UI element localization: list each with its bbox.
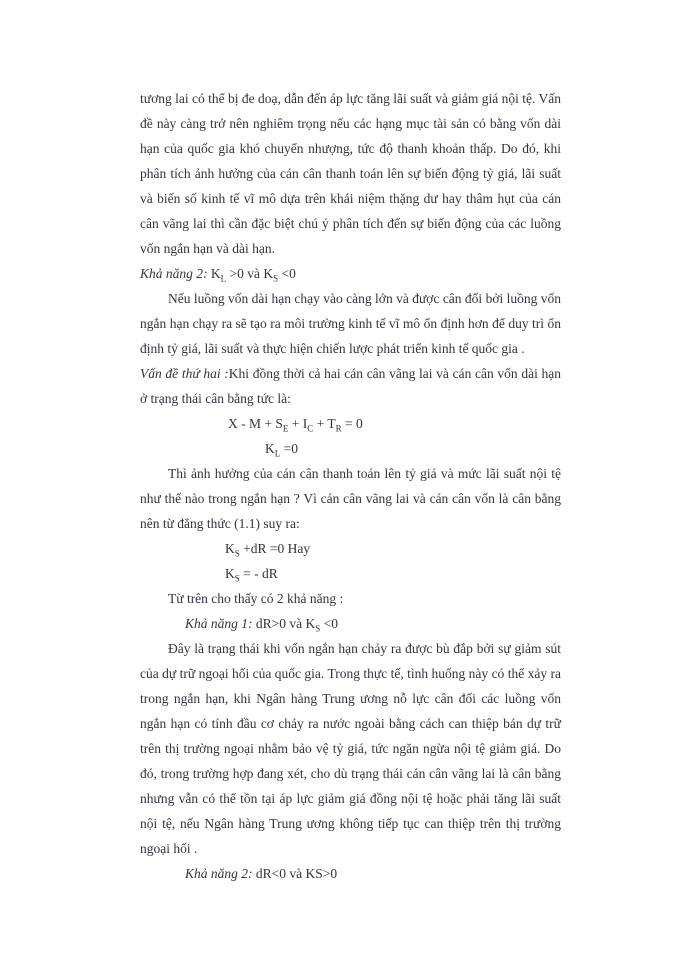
text-run: = - dR <box>239 566 278 581</box>
subscript: L <box>274 448 281 459</box>
kha-nang-2-label: Khả năng 2: <box>140 266 211 281</box>
subscript: L <box>220 273 227 284</box>
formula-ks-plus-dr <box>140 536 561 561</box>
text-run: K <box>210 266 221 281</box>
text-run: >0 và K <box>226 266 274 281</box>
formula-current-account-balance <box>140 411 561 436</box>
text-run: dR>0 và K <box>255 616 316 631</box>
text-run: + I <box>288 416 308 431</box>
text-run: K <box>225 566 235 581</box>
kha-nang-2b-label: Khả năng 2: <box>185 866 256 881</box>
subscript: S <box>315 623 321 634</box>
para-intro-continuation: tương lai có thể bị đe doạ, dẫn đến áp lực tăng lãi suất và giảm giá nội tệ. Vấn đề này càng trở nên nghiêm trọng nếu các hạng mục tài sản có bằng vốn dài hạn của quốc gia khó chuyển nhượng, tức độ thanh khoản thấp. Do đó, khi phân tích ảnh hưởng của cán cân thanh toán lên sự biến động tỷ giá, lãi suất và biến số kinh tế vĩ mô dựa trên khái niệm thặng dư hay thâm hụt của cán cân vãng lai thì cần đặc biệt chú ý phân tích đến sự biến động của các luồng vốn ngắn hạn và dài hạn. <box>140 91 561 256</box>
formula-ks-equals-minus-dr <box>140 561 561 586</box>
heading-kha-nang-2-capital-flows <box>140 261 561 286</box>
subscript: S <box>234 548 240 559</box>
text-run: K <box>225 541 235 556</box>
text-run: X - M + S <box>228 416 283 431</box>
subscript: S <box>234 573 240 584</box>
text-run: =0 <box>280 441 298 456</box>
text-run: + T <box>313 416 336 431</box>
formula-kl-zero <box>140 436 561 461</box>
para-thi-anh-huong: Thì ảnh hưởng của cán cân thanh toán lên tỷ giá và mức lãi suất nội tệ như thế nào trong ngắn hạn ? Vì cán cân vãng lai và cán cân vốn là cân bằng nên từ đẳng thức (1.1) suy ra: <box>140 466 561 531</box>
text-run: Khi đồng thời cả hai cán cân vãng lai và cán cân vốn dài hạn ở trạng thái cân bằng tức là: <box>140 366 561 406</box>
para-tu-tren-cho-thay: Từ trên cho thấy có 2 khả năng : <box>168 591 344 606</box>
para-neu-luong-von: Nếu luồng vốn dài hạn chạy vào càng lớn và được cân đối bởi luồng vốn ngắn hạn chạy ra sẽ tạo ra môi trường kinh tế vĩ mô ổn định hơn để duy trì ổn định tỷ giá, lãi suất và thực hiện chiến lược phát triển kinh tế quốc gia . <box>140 291 561 356</box>
subscript: R <box>335 423 342 434</box>
kha-nang-1-label: Khả năng 1: <box>185 616 256 631</box>
para-van-de-thu-hai <box>140 361 561 411</box>
heading-kha-nang-2-reserves <box>140 861 561 886</box>
subscript: E <box>282 423 289 434</box>
subscript: C <box>307 423 314 434</box>
text-run: <0 <box>320 616 338 631</box>
text-run: dR<0 và KS>0 <box>255 866 338 881</box>
heading-kha-nang-1 <box>140 611 561 636</box>
van-de-thu-hai-label: Vấn đề thứ hai : <box>140 366 229 381</box>
text-run: +dR =0 Hay <box>239 541 311 556</box>
text-run: = 0 <box>341 416 363 431</box>
text-run: <0 <box>278 266 296 281</box>
subscript: S <box>273 273 279 284</box>
para-day-la-trang-thai: Đây là trạng thái khi vốn ngắn hạn chảy ra được bù đắp bởi sự giảm sút của dự trữ ngoại hối của quốc gia. Trong thực tế, tình huống này có thể xảy ra trong ngắn hạn, khi Ngân hàng Trung ương nỗ lực cân đối các luồng vốn ngắn hạn có tính đầu cơ chảy ra nước ngoài bằng cách can thiệp bán dự trữ trên thị trường ngoại nhằm bảo vệ tỷ giá, tức ngăn ngừa nội tệ giảm giá. Do đó, trong trường hợp đang xét, cho dù trạng thái cán cân vãng lai là cân bằng nhưng vẫn có thể tồn tại áp lực giảm giá đồng nội tệ hoặc phải tăng lãi suất nội tệ, nếu Ngân hàng Trung ương không tiếp tục can thiệp trên thị trường ngoại hối . <box>140 641 561 856</box>
text-run: K <box>265 441 275 456</box>
